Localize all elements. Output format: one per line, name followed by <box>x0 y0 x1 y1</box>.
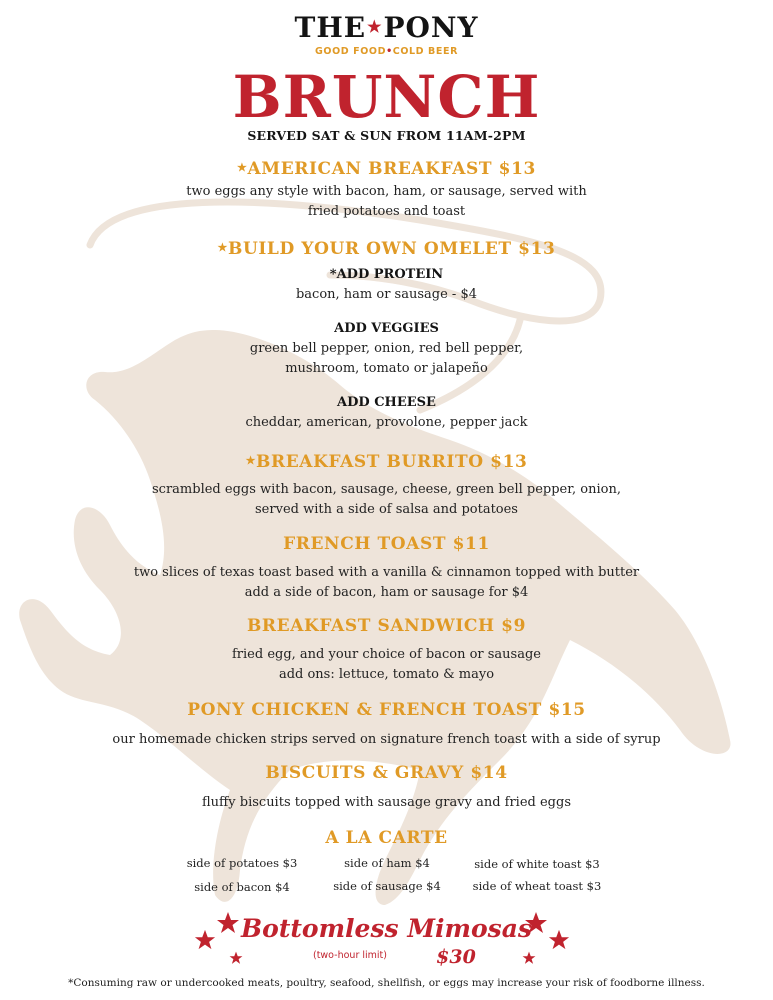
page-title: BRUNCH <box>232 63 541 131</box>
mimosas-note: (two-hour limit) <box>312 950 387 961</box>
item-desc: our homemade chicken strips served on signature french toast with a side of syrup <box>112 732 661 747</box>
carte-item: side of white toast $3 <box>474 857 600 871</box>
item-american-breakfast <box>0 158 773 222</box>
option-desc: green bell pepper, onion, red bell pepper, <box>249 341 524 356</box>
item-heading-text: BREAKFAST BURRITO $13 <box>256 452 528 472</box>
star-icon <box>522 951 536 965</box>
biscuits-desc <box>0 793 773 813</box>
tagline-right: COLD BEER <box>392 46 458 57</box>
item-heading <box>0 238 773 262</box>
logo-name-right: PONY <box>383 11 479 44</box>
burrito-desc <box>0 480 773 520</box>
item-desc: add ons: lettuce, tomato & mayo <box>278 667 495 682</box>
star-icon: ★ <box>217 241 228 254</box>
served-hours: SERVED SAT & SUN FROM 11AM-2PM <box>247 128 526 143</box>
item-breakfast-sandwich <box>0 615 773 637</box>
item-desc: two eggs any style with bacon, ham, or sausage, served with <box>186 184 587 199</box>
carte-item: side of potatoes $3 <box>186 856 298 870</box>
item-omelet <box>0 238 773 262</box>
item-biscuits-gravy <box>0 762 773 784</box>
logo <box>0 11 773 58</box>
star-icon <box>229 951 243 965</box>
tagline-left: GOOD FOOD <box>315 46 387 57</box>
star-icon: ★ <box>245 454 257 467</box>
item-heading-text: AMERICAN BREAKFAST $13 <box>247 159 536 179</box>
item-desc: add a side of bacon, ham or sausage for $4 <box>244 585 529 600</box>
mimosas-title: Bottomless Mimosas <box>241 914 532 943</box>
item-heading: BREAKFAST SANDWICH $9 <box>246 616 527 636</box>
logo-wordmark <box>0 11 773 46</box>
a-la-carte-heading: A LA CARTE <box>325 828 448 848</box>
item-heading: PONY CHICKEN & FRENCH TOAST $15 <box>187 700 586 720</box>
item-french-toast <box>0 533 773 555</box>
item-desc: fried potatoes and toast <box>307 204 466 219</box>
logo-name-left: THE <box>294 11 367 44</box>
tagline-dot-icon: • <box>386 46 393 57</box>
chicken-desc <box>0 730 773 750</box>
sandwich-desc <box>0 645 773 685</box>
omelet-protein <box>0 265 773 305</box>
carte-item: side of bacon $4 <box>194 880 290 894</box>
item-breakfast-burrito <box>0 451 773 475</box>
logo-star-icon: ★ <box>367 17 383 36</box>
french-toast-desc <box>0 563 773 603</box>
logo-tagline <box>0 46 773 58</box>
option-desc: cheddar, american, provolone, pepper jack <box>245 415 528 430</box>
carte-item: side of ham $4 <box>344 856 430 870</box>
a-la-carte-section <box>0 827 773 849</box>
option-desc: mushroom, tomato or jalapeño <box>285 361 488 376</box>
option-label: ADD CHEESE <box>337 395 436 410</box>
item-desc: served with a side of salsa and potatoes <box>255 502 518 517</box>
item-heading-text: BUILD YOUR OWN OMELET $13 <box>227 239 556 259</box>
star-icon: ★ <box>237 161 248 174</box>
omelet-cheese <box>0 393 773 433</box>
item-desc: fried egg, and your choice of bacon or sausage <box>231 647 541 662</box>
item-heading <box>0 158 773 182</box>
food-safety-disclaimer: *Consuming raw or undercooked meats, poultry, seafood, shellfish, or eggs may increase your risk of foodborne illness. <box>68 977 705 989</box>
item-heading: FRENCH TOAST $11 <box>283 534 490 554</box>
mimosas-price: $30 <box>436 946 476 968</box>
item-pony-chicken <box>0 699 773 721</box>
option-label: ADD VEGGIES <box>334 321 439 336</box>
option-desc: bacon, ham or sausage - $4 <box>295 287 477 302</box>
omelet-veggies <box>0 319 773 379</box>
item-desc: fluffy biscuits topped with sausage gravy and fried eggs <box>202 795 571 810</box>
item-desc: two slices of texas toast based with a vanilla & cinnamon topped with butter <box>133 565 640 580</box>
item-desc: scrambled eggs with bacon, sausage, cheese, green bell pepper, onion, <box>152 482 621 497</box>
carte-item: side of wheat toast $3 <box>472 879 602 893</box>
carte-item: side of sausage $4 <box>333 879 441 893</box>
item-heading: BISCUITS & GRAVY $14 <box>265 763 508 783</box>
item-heading <box>0 451 773 475</box>
option-label: *ADD PROTEIN <box>329 267 444 282</box>
